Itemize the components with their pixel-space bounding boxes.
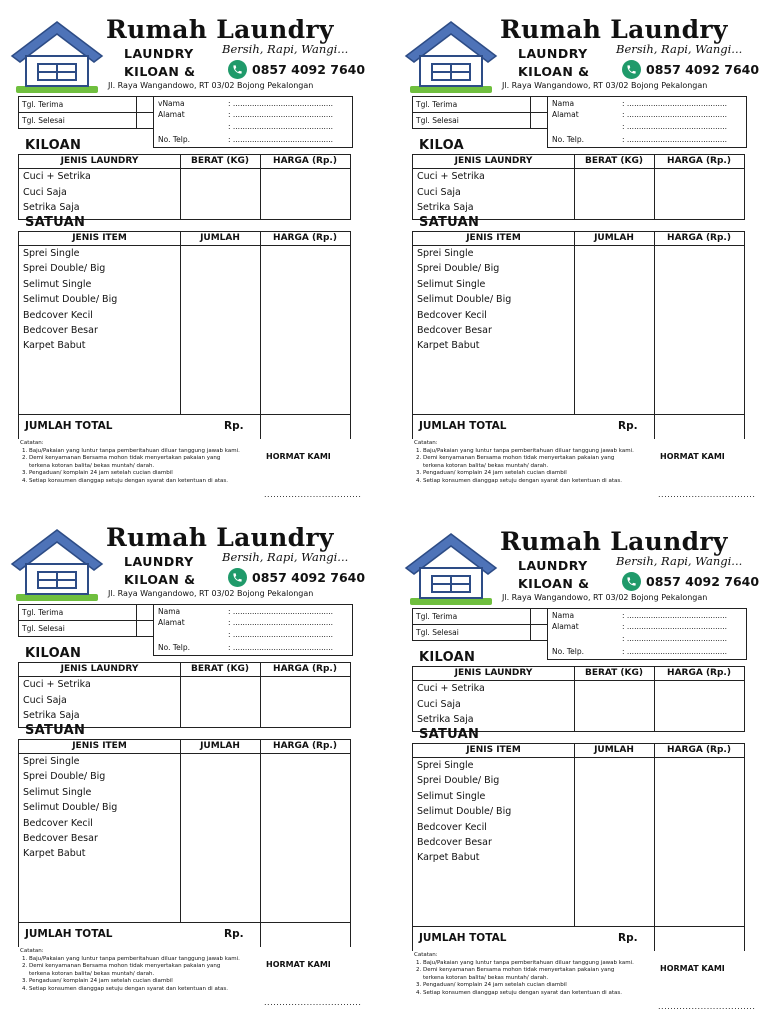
total-label: JUMLAH TOTAL <box>25 420 113 432</box>
satuan-item: Sprei Single <box>23 248 80 259</box>
kiloan-item: Setrika Saja <box>417 714 474 725</box>
satuan-header-jenis: JENIS ITEM <box>72 233 127 243</box>
telp-field[interactable]: : .......................................... <box>622 647 728 656</box>
telp-field[interactable]: : .......................................... <box>228 643 334 652</box>
nota-receipt <box>10 520 366 1020</box>
note-item: 1. Baju/Pakaian yang luntur tanpa pemberitahuan diluar tanggung jawab kami. <box>423 960 636 968</box>
notes-title: Catatan: <box>414 952 438 958</box>
note-item: 3. Pengaduan/ komplain 24 jam setelah cucian diambil <box>29 470 242 478</box>
total-label: JUMLAH TOTAL <box>419 420 507 432</box>
tgl-selesai-label: Tgl. Selesai <box>413 625 531 641</box>
tgl-selesai-label: Tgl. Selesai <box>413 113 531 129</box>
kiloan-title: KILOA <box>419 138 464 153</box>
kiloan-item: Cuci Saja <box>417 187 461 198</box>
phone-contact <box>228 60 365 79</box>
satuan-item: Selimut Double/ Big <box>23 802 118 813</box>
satuan-item: Bedcover Besar <box>417 837 492 848</box>
kiloan-item: Cuci Saja <box>23 187 67 198</box>
kiloan-header-harga: HARGA (Rp.) <box>273 156 337 166</box>
note-item: 2. Demi kenyamanan Bersama mohon tidak menyertakan pakaian yang terkena kotoran balita/ bekas muntah/ darah. <box>29 963 242 978</box>
hormat-kami: HORMAT KAMI <box>660 964 725 973</box>
address: Jl. Raya Wangandowo, RT 03/02 Bojong Pekalongan <box>502 81 708 90</box>
telp-label: No. Telp. <box>158 643 190 652</box>
alamat-field[interactable]: : .......................................... <box>228 110 334 119</box>
satuan-table <box>412 231 745 439</box>
satuan-item: Selimut Double/ Big <box>23 294 118 305</box>
total-row <box>413 414 744 439</box>
note-item: 3. Pengaduan/ komplain 24 jam setelah cucian diambil <box>423 982 636 990</box>
kiloan-item: Cuci Saja <box>417 699 461 710</box>
kiloan-header-harga: HARGA (Rp.) <box>667 668 731 678</box>
alamat-field-2[interactable]: : .......................................... <box>228 122 334 131</box>
nama-field[interactable]: : .......................................... <box>228 99 334 108</box>
satuan-header-jenis: JENIS ITEM <box>466 233 521 243</box>
satuan-item: Bedcover Besar <box>417 325 492 336</box>
service-line-kiloan: KILOAN & <box>518 576 590 591</box>
nama-label: Nama <box>552 99 575 108</box>
satuan-item: Selimut Single <box>23 279 92 290</box>
note-item: 3. Pengaduan/ komplain 24 jam setelah cucian diambil <box>423 470 636 478</box>
telp-label: No. Telp. <box>552 135 584 144</box>
note-item: 2. Demi kenyamanan Bersama mohon tidak menyertakan pakaian yang terkena kotoran balita/ bekas muntah/ darah. <box>29 455 242 470</box>
satuan-item: Sprei Double/ Big <box>417 263 500 274</box>
tgl-terima-label: Tgl. Terima <box>413 97 531 113</box>
kiloan-header-jenis: JENIS LAUNDRY <box>454 156 533 166</box>
customer-box <box>547 608 747 660</box>
slogan: Bersih, Rapi, Wangi... <box>222 550 349 564</box>
nota-receipt <box>404 524 760 1024</box>
kiloan-item: Setrika Saja <box>417 202 474 213</box>
telp-field[interactable]: : .......................................... <box>228 135 334 144</box>
nama-label: vNama <box>158 99 185 108</box>
service-line-laundry: LAUNDRY <box>124 554 194 569</box>
note-item: 1. Baju/Pakaian yang luntur tanpa pemberitahuan diluar tanggung jawab kami. <box>29 448 242 456</box>
tgl-terima-field[interactable] <box>531 97 548 113</box>
satuan-item: Sprei Double/ Big <box>23 771 106 782</box>
service-line-kiloan: KILOAN & <box>124 64 196 79</box>
satuan-header-jumlah: JUMLAH <box>200 741 240 751</box>
note-item: 4. Setiap konsumen dianggap setuju dengan syarat dan ketentuan di atas. <box>423 990 636 998</box>
house-logo-icon <box>10 18 104 96</box>
satuan-header-harga: HARGA (Rp.) <box>273 741 337 751</box>
signature-line: ................................ <box>658 1002 756 1011</box>
note-item: 2. Demi kenyamanan Bersama mohon tidak menyertakan pakaian yang terkena kotoran balita/ bekas muntah/ darah. <box>423 967 636 982</box>
phone-icon <box>622 60 641 79</box>
date-box <box>18 604 154 637</box>
house-logo-icon <box>404 18 498 96</box>
phone-number: 0857 4092 7640 <box>646 574 760 589</box>
tgl-selesai-label: Tgl. Selesai <box>19 621 137 637</box>
satuan-item: Karpet Babut <box>417 340 480 351</box>
satuan-item: Karpet Babut <box>417 852 480 863</box>
kiloan-item: Setrika Saja <box>23 202 80 213</box>
tgl-selesai-field[interactable] <box>137 113 154 129</box>
total-label: JUMLAH TOTAL <box>419 932 507 944</box>
hormat-kami: HORMAT KAMI <box>660 452 725 461</box>
alamat-label: Alamat <box>552 110 579 119</box>
alamat-field[interactable]: : .......................................... <box>622 622 728 631</box>
satuan-item: Karpet Babut <box>23 340 86 351</box>
kiloan-header-berat: BERAT (KG) <box>584 668 644 678</box>
satuan-item: Selimut Single <box>417 279 486 290</box>
total-row <box>413 926 744 951</box>
notes <box>20 440 242 486</box>
satuan-item: Karpet Babut <box>23 848 86 859</box>
telp-label: No. Telp. <box>158 135 190 144</box>
nota-receipt <box>404 12 760 512</box>
nama-field[interactable]: : .......................................... <box>622 99 728 108</box>
tgl-terima-label: Tgl. Terima <box>19 97 137 113</box>
satuan-item: Bedcover Kecil <box>417 310 487 321</box>
satuan-title: SATUAN <box>25 215 86 230</box>
kiloan-header-berat: BERAT (KG) <box>584 156 644 166</box>
satuan-table <box>412 743 745 951</box>
customer-box <box>153 604 353 656</box>
alamat-field-2[interactable]: : .......................................... <box>228 630 334 639</box>
nama-label: Nama <box>158 607 181 616</box>
phone-icon <box>622 572 641 591</box>
kiloan-item: Cuci + Setrika <box>23 679 91 690</box>
nama-field[interactable]: : .......................................... <box>622 611 728 620</box>
date-box <box>412 608 548 641</box>
kiloan-item: Cuci + Setrika <box>23 171 91 182</box>
kiloan-header-berat: BERAT (KG) <box>190 156 250 166</box>
notes-title: Catatan: <box>20 440 44 446</box>
tgl-selesai-field[interactable] <box>531 113 548 129</box>
satuan-header-jumlah: JUMLAH <box>594 233 634 243</box>
notes-title: Catatan: <box>414 440 438 446</box>
nama-field[interactable]: : .......................................... <box>228 607 334 616</box>
satuan-header-harga: HARGA (Rp.) <box>273 233 337 243</box>
nama-label: Nama <box>552 611 575 620</box>
satuan-item: Sprei Single <box>23 756 80 767</box>
service-line-kiloan: KILOAN & <box>518 64 590 79</box>
kiloan-table <box>18 154 351 220</box>
customer-box <box>153 96 353 148</box>
phone-contact <box>228 568 365 587</box>
house-logo-icon <box>404 530 498 608</box>
kiloan-item: Cuci + Setrika <box>417 683 485 694</box>
satuan-item: Sprei Single <box>417 248 474 259</box>
alamat-field-2[interactable]: : .......................................... <box>622 634 728 643</box>
total-row <box>19 922 350 947</box>
satuan-item: Selimut Double/ Big <box>417 806 512 817</box>
address: Jl. Raya Wangandowo, RT 03/02 Bojong Pekalongan <box>502 593 708 602</box>
date-box <box>412 96 548 129</box>
satuan-header-harga: HARGA (Rp.) <box>667 233 731 243</box>
tgl-terima-field[interactable] <box>137 605 154 621</box>
note-item: 1. Baju/Pakaian yang luntur tanpa pemberitahuan diluar tanggung jawab kami. <box>29 956 242 964</box>
kiloan-title: KILOAN <box>419 650 476 665</box>
satuan-item: Sprei Single <box>417 760 474 771</box>
kiloan-header-jenis: JENIS LAUNDRY <box>454 668 533 678</box>
tgl-selesai-label: Tgl. Selesai <box>19 113 137 129</box>
customer-box <box>547 96 747 148</box>
satuan-header-jumlah: JUMLAH <box>594 745 634 755</box>
satuan-item: Bedcover Besar <box>23 833 98 844</box>
slogan: Bersih, Rapi, Wangi... <box>616 554 743 568</box>
note-item: 4. Setiap konsumen dianggap setuju dengan syarat dan ketentuan di atas. <box>29 986 242 994</box>
kiloan-header-harga: HARGA (Rp.) <box>273 664 337 674</box>
phone-icon <box>228 568 247 587</box>
satuan-title: SATUAN <box>419 215 480 230</box>
satuan-item: Bedcover Besar <box>23 325 98 336</box>
kiloan-table <box>412 154 745 220</box>
brand-name: Rumah Laundry <box>500 15 728 44</box>
tgl-selesai-field[interactable] <box>137 621 154 637</box>
service-line-laundry: LAUNDRY <box>518 558 588 573</box>
kiloan-item: Cuci Saja <box>23 695 67 706</box>
notes <box>20 948 242 994</box>
total-currency: Rp. <box>224 420 244 432</box>
kiloan-title: KILOAN <box>25 646 82 661</box>
brand-name: Rumah Laundry <box>106 523 334 552</box>
satuan-item: Sprei Double/ Big <box>23 263 106 274</box>
phone-contact <box>622 572 759 591</box>
satuan-header-harga: HARGA (Rp.) <box>667 745 731 755</box>
notes-title: Catatan: <box>20 948 44 954</box>
phone-number: 0857 4092 7640 <box>646 62 760 77</box>
satuan-item: Selimut Double/ Big <box>417 294 512 305</box>
alamat-field[interactable]: : .......................................... <box>228 618 334 627</box>
kiloan-header-berat: BERAT (KG) <box>190 664 250 674</box>
satuan-header-jumlah: JUMLAH <box>200 233 240 243</box>
total-label: JUMLAH TOTAL <box>25 928 113 940</box>
kiloan-title: KILOAN <box>25 138 82 153</box>
alamat-label: Alamat <box>158 618 185 627</box>
alamat-field-2[interactable]: : .......................................... <box>622 122 728 131</box>
telp-field[interactable]: : .......................................... <box>622 135 728 144</box>
tgl-selesai-field[interactable] <box>531 625 548 641</box>
total-row <box>19 414 350 439</box>
total-currency: Rp. <box>618 420 638 432</box>
phone-number: 0857 4092 7640 <box>252 62 366 77</box>
satuan-title: SATUAN <box>25 723 86 738</box>
satuan-table <box>18 231 351 439</box>
slogan: Bersih, Rapi, Wangi... <box>616 42 743 56</box>
telp-label: No. Telp. <box>552 647 584 656</box>
signature-line: ................................ <box>658 490 756 499</box>
phone-contact <box>622 60 759 79</box>
phone-number: 0857 4092 7640 <box>252 570 366 585</box>
service-line-kiloan: KILOAN & <box>124 572 196 587</box>
tgl-terima-field[interactable] <box>137 97 154 113</box>
alamat-label: Alamat <box>552 622 579 631</box>
hormat-kami: HORMAT KAMI <box>266 452 331 461</box>
house-logo-icon <box>10 526 104 604</box>
kiloan-table <box>412 666 745 732</box>
kiloan-header-jenis: JENIS LAUNDRY <box>60 156 139 166</box>
kiloan-header-jenis: JENIS LAUNDRY <box>60 664 139 674</box>
note-item: 2. Demi kenyamanan Bersama mohon tidak menyertakan pakaian yang terkena kotoran balita/ bekas muntah/ darah. <box>423 455 636 470</box>
kiloan-header-harga: HARGA (Rp.) <box>667 156 731 166</box>
satuan-item: Selimut Single <box>23 787 92 798</box>
satuan-table <box>18 739 351 947</box>
total-currency: Rp. <box>224 928 244 940</box>
notes <box>414 440 636 486</box>
address: Jl. Raya Wangandowo, RT 03/02 Bojong Pekalongan <box>108 81 314 90</box>
tgl-terima-label: Tgl. Terima <box>19 605 137 621</box>
satuan-item: Bedcover Kecil <box>23 818 93 829</box>
brand-name: Rumah Laundry <box>500 527 728 556</box>
satuan-item: Selimut Single <box>417 791 486 802</box>
note-item: 4. Setiap konsumen dianggap setuju dengan syarat dan ketentuan di atas. <box>29 478 242 486</box>
alamat-label: Alamat <box>158 110 185 119</box>
date-box <box>18 96 154 129</box>
notes <box>414 952 636 998</box>
satuan-header-jenis: JENIS ITEM <box>466 745 521 755</box>
satuan-title: SATUAN <box>419 727 480 742</box>
address: Jl. Raya Wangandowo, RT 03/02 Bojong Pekalongan <box>108 589 314 598</box>
tgl-terima-field[interactable] <box>531 609 548 625</box>
slogan: Bersih, Rapi, Wangi... <box>222 42 349 56</box>
signature-line: ................................ <box>264 490 362 499</box>
satuan-item: Sprei Double/ Big <box>417 775 500 786</box>
brand-name: Rumah Laundry <box>106 15 334 44</box>
service-line-laundry: LAUNDRY <box>518 46 588 61</box>
hormat-kami: HORMAT KAMI <box>266 960 331 969</box>
note-item: 4. Setiap konsumen dianggap setuju dengan syarat dan ketentuan di atas. <box>423 478 636 486</box>
total-currency: Rp. <box>618 932 638 944</box>
satuan-item: Bedcover Kecil <box>23 310 93 321</box>
nota-receipt <box>10 12 366 512</box>
phone-icon <box>228 60 247 79</box>
service-line-laundry: LAUNDRY <box>124 46 194 61</box>
kiloan-item: Cuci + Setrika <box>417 171 485 182</box>
kiloan-table <box>18 662 351 728</box>
note-item: 1. Baju/Pakaian yang luntur tanpa pemberitahuan diluar tanggung jawab kami. <box>423 448 636 456</box>
signature-line: ................................ <box>264 998 362 1007</box>
satuan-header-jenis: JENIS ITEM <box>72 741 127 751</box>
tgl-terima-label: Tgl. Terima <box>413 609 531 625</box>
note-item: 3. Pengaduan/ komplain 24 jam setelah cucian diambil <box>29 978 242 986</box>
satuan-item: Bedcover Kecil <box>417 822 487 833</box>
alamat-field[interactable]: : .......................................... <box>622 110 728 119</box>
kiloan-item: Setrika Saja <box>23 710 80 721</box>
